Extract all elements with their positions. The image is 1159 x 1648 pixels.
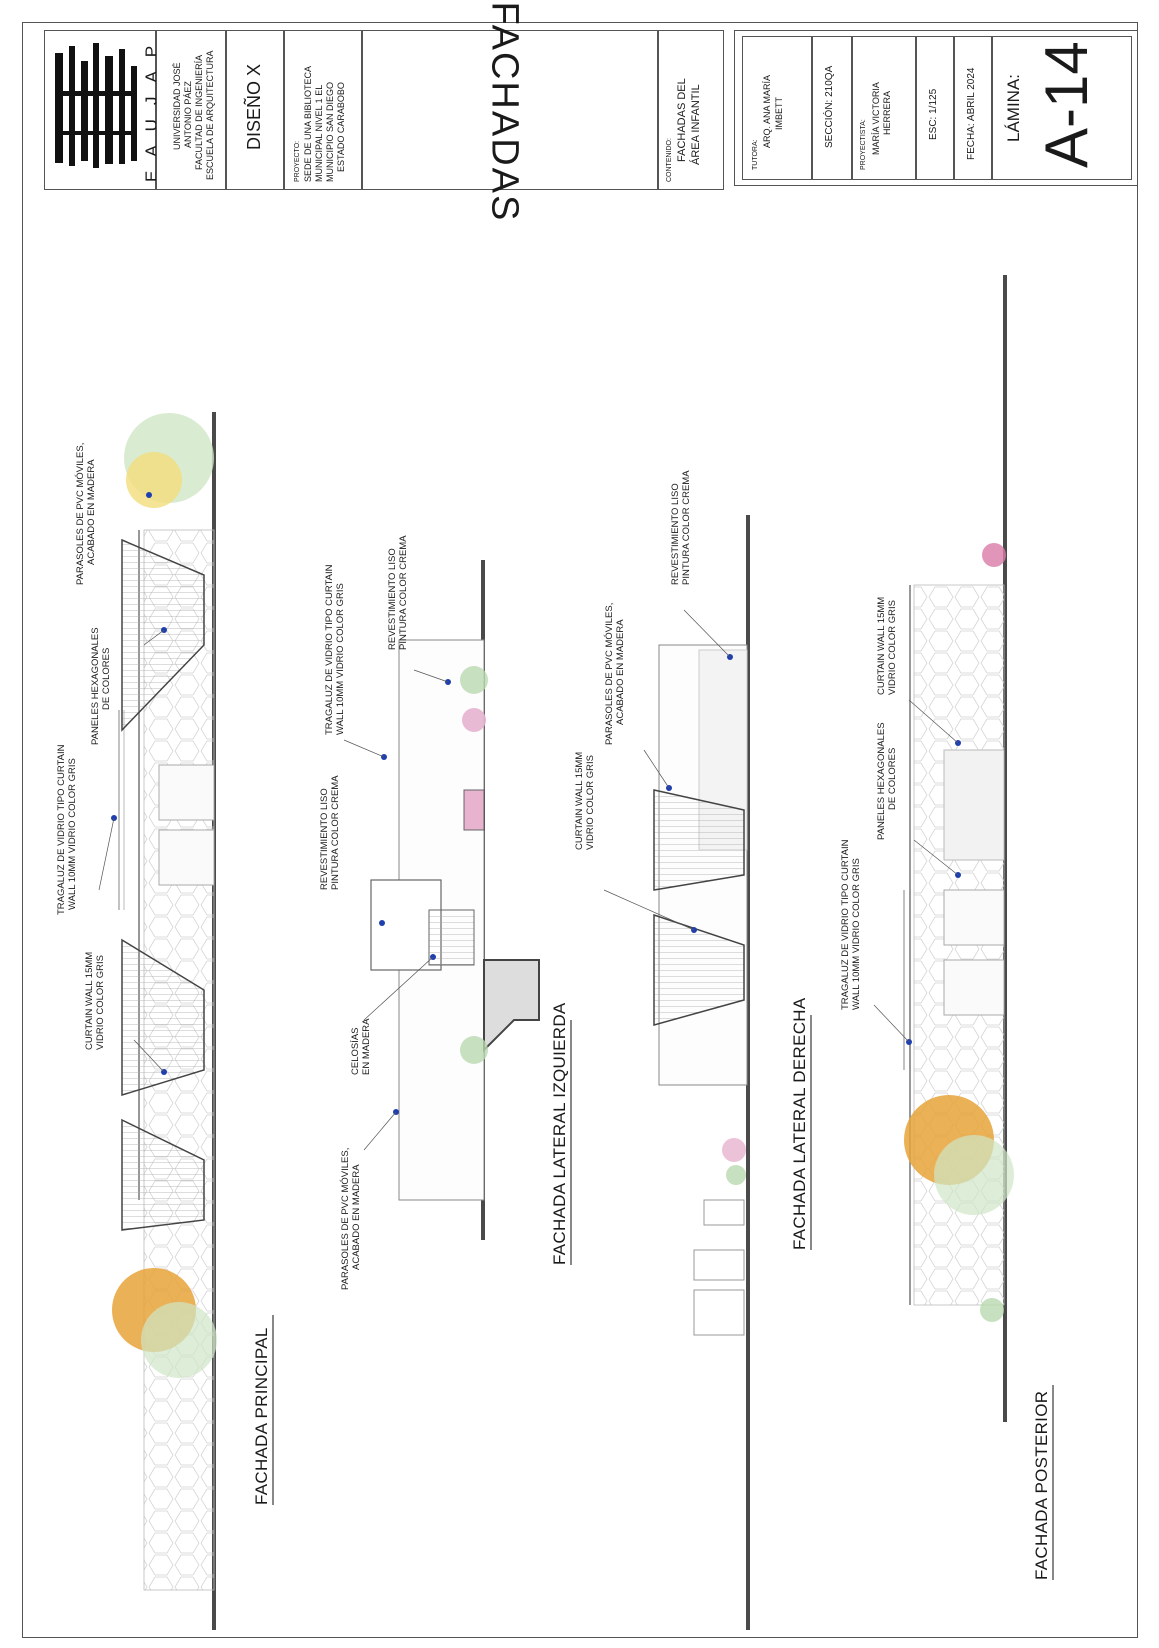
note-paneles-posterior-1: PANELES HEXAGONALES — [876, 722, 887, 840]
note-tragaluz-principal-1: TRAGALUZ DE VIDRIO TIPO CURTAIN — [56, 744, 67, 915]
note-curtain-posterior-1: CURTAIN WALL 15MM — [876, 596, 887, 695]
university-line-4: ESCUELA DE ARQUITECTURA — [205, 50, 215, 180]
roof-canopy-izquierda — [484, 960, 539, 1050]
tutor-label: TUTORA: — [752, 139, 759, 170]
view-title-derecha: FACHADA LATERAL DERECHA — [790, 997, 809, 1250]
section: SECCIÓN: 210QA — [824, 65, 835, 148]
note-curtain-derecha-2: VIDRIO COLOR GRIS — [585, 754, 596, 850]
designer-label: PROYECTISTA: — [860, 119, 867, 170]
university-line-2: ANTONIO PÁEZ — [183, 81, 193, 148]
view-title-izquierda: FACHADA LATERAL IZQUIERDA — [550, 1002, 569, 1265]
tree-principal-left — [124, 413, 214, 508]
note-curtain-derecha-1: CURTAIN WALL 15MM — [574, 751, 585, 850]
note-parasoles-derecha-2: ACABADO EN MADERA — [615, 619, 626, 725]
elevations-area — [44, 190, 1138, 1630]
tutor-line-1: ARQ. ANA MARÍA — [762, 74, 772, 148]
university-line-3: FACULTAD DE INGENIERÍA — [194, 54, 204, 170]
elevation-lateral-izquierda — [344, 560, 539, 1240]
project-label: PROYECTO: — [294, 140, 301, 182]
note-parasoles-principal-2: ACABADO EN MADERA — [86, 459, 97, 565]
note-tragaluz-posterior-1: TRAGALUZ DE VIDRIO TIPO CURTAIN — [840, 839, 851, 1010]
playground-derecha — [694, 1138, 746, 1335]
planter-izquierda — [464, 790, 484, 830]
note-tragaluz-izquierda-1: TRAGALUZ DE VIDRIO TIPO CURTAIN — [324, 564, 335, 735]
note-tragaluz-posterior-2: WALL 10MM VIDRIO COLOR GRIS — [851, 858, 862, 1010]
project-line-4: ESTADO CARABOBO — [336, 82, 346, 172]
designer-line-1: MARÍA VICTORIA — [871, 82, 881, 155]
note-rev-izquierda-b-2: PINTURA COLOR CREMA — [330, 775, 341, 890]
note-curtain-principal-2: VIDRIO COLOR GRIS — [95, 954, 106, 1050]
logo-text: EAUJAP — [142, 31, 161, 182]
title-underline-posterior — [1052, 1385, 1054, 1580]
project-line-2: MUNICIPAL NIVEL 1 EL — [314, 84, 324, 182]
date: FECHA: ABRIL 2024 — [966, 67, 977, 160]
scale: ESC: 1/125 — [928, 88, 939, 140]
designer-line-2: HERRERA — [882, 90, 892, 135]
note-paneles-principal-1: PANELES HEXAGONALES — [90, 627, 101, 745]
note-rev-izquierda-a-1: REVESTIMIENTO LISO — [387, 548, 398, 650]
note-rev-derecha-2: PINTURA COLOR CREMA — [681, 470, 692, 585]
note-celosias-1: CELOSÍAS — [350, 1027, 361, 1075]
elevation-principal — [99, 412, 217, 1630]
elevations-svg — [44, 190, 1138, 1630]
title-underline-derecha — [810, 1015, 812, 1250]
note-paneles-posterior-2: DE COLORES — [887, 747, 898, 810]
note-curtain-posterior-2: VIDRIO COLOR GRIS — [887, 599, 898, 695]
content-line-2: ÁREA INFANTIL — [690, 84, 702, 165]
view-title-posterior: FACHADA POSTERIOR — [1032, 1390, 1051, 1580]
course-name: DISEÑO X — [244, 63, 264, 150]
note-rev-derecha-1: REVESTIMIENTO LISO — [670, 483, 681, 585]
note-parasoles-derecha-1: PARASOLES DE PVC MÓVILES, — [604, 602, 615, 745]
university-line-1: UNIVERSIDAD JOSÉ — [172, 62, 182, 150]
note-tragaluz-izquierda-2: WALL 10MM VIDRIO COLOR GRIS — [335, 583, 346, 735]
note-rev-izquierda-b-1: REVESTIMIENTO LISO — [319, 788, 330, 890]
project-line-1: SEDE DE UNA BIBLIOTECA — [303, 65, 313, 182]
title-underline-principal — [272, 1315, 274, 1505]
note-celosias-2: EN MADERA — [361, 1018, 372, 1075]
title-underline-izquierda — [570, 1020, 572, 1265]
note-rev-izquierda-a-2: PINTURA COLOR CREMA — [398, 535, 409, 650]
note-parasoles-izquierda-1: PARASOLES DE PVC MÓVILES, — [340, 1147, 351, 1290]
view-title-principal: FACHADA PRINCIPAL — [252, 1327, 271, 1505]
sheet-label: LÁMINA: — [1004, 73, 1023, 142]
eaujap-logo — [45, 31, 157, 191]
note-parasoles-principal-1: PARASOLES DE PVC MÓVILES, — [75, 442, 86, 585]
elevation-posterior — [874, 275, 1014, 1422]
leader-dot — [146, 492, 152, 498]
note-curtain-principal-1: CURTAIN WALL 15MM — [84, 951, 95, 1050]
project-line-3: MUNICIPIO SAN DIEGO — [325, 81, 335, 182]
note-paneles-principal-2: DE COLORES — [101, 647, 112, 710]
sheet-title: FACHADAS — [483, 1, 526, 223]
note-tragaluz-principal-2: WALL 10MM VIDRIO COLOR GRIS — [67, 758, 78, 910]
logo-cell — [44, 30, 156, 190]
title-block — [44, 1, 1138, 223]
sheet-number: A-14 — [1033, 41, 1100, 168]
content-label: CONTENIDO: — [666, 138, 673, 182]
tutor-line-2: IMBETT — [774, 97, 784, 130]
content-line-1: FACHADAS DEL — [676, 78, 688, 162]
note-parasoles-izquierda-2: ACABADO EN MADERA — [351, 1164, 362, 1270]
